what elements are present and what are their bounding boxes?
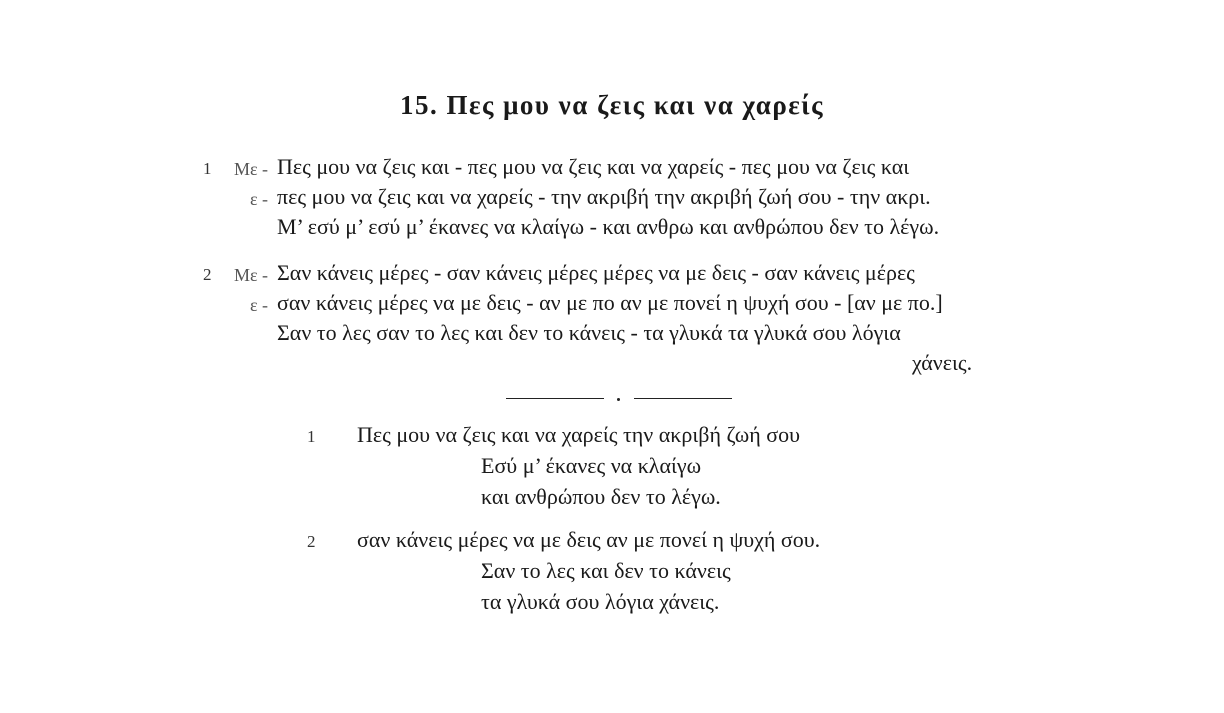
stanza-line: Σαν το λες σαν το λες και δεν το κάνεις - τα γλυκά τα γλυκά σου λόγια bbox=[277, 320, 901, 345]
stanza-line: σαν κάνεις μέρες να με δεις - αν με πο αν με πονεί η ψυχή σου - [αν με πο.] bbox=[277, 290, 943, 315]
voice-label: Με - bbox=[233, 265, 268, 285]
stanza-number: 2 bbox=[203, 265, 212, 284]
voice-label: ε - bbox=[249, 295, 268, 315]
divider-rule bbox=[634, 398, 732, 399]
divider-dot bbox=[617, 398, 620, 401]
stanza-number: 1 bbox=[203, 159, 212, 178]
stanza-line: χάνεις. bbox=[912, 350, 973, 375]
verse-line: Πες μου να ζεις και να χαρείς την ακριβή ζωή σου bbox=[357, 422, 800, 447]
stanza-line: Σαν κάνεις μέρες - σαν κάνεις μέρες μέρες να με δεις - σαν κάνεις μέρες bbox=[277, 260, 915, 285]
song-title: 15. Πες μου να ζεις και να χαρείς bbox=[399, 90, 825, 120]
verse-number: 2 bbox=[307, 532, 316, 551]
divider-rule bbox=[506, 398, 604, 399]
section-divider bbox=[506, 383, 732, 407]
verse-line: Εσύ μ’ έκανες να κλαίγω bbox=[481, 453, 702, 478]
voice-label: ε - bbox=[249, 189, 268, 209]
stanza-line: Μ’ εσύ μ’ εσύ μ’ έκανες να κλαίγω - και ανθρω και ανθρώπου δεν το λέγω. bbox=[277, 214, 940, 239]
verse-line: και ανθρώπου δεν το λέγω. bbox=[481, 484, 721, 509]
verse-line: Σαν το λες και δεν το κάνεις bbox=[481, 558, 731, 583]
stanza-line: πες μου να ζεις και να χαρείς - την ακριβή την ακριβή ζωή σου - την ακρι. bbox=[277, 184, 931, 209]
verse-line: τα γλυκά σου λόγια χάνεις. bbox=[481, 589, 720, 614]
verse-line: σαν κάνεις μέρες να με δεις αν με πονεί η ψυχή σου. bbox=[357, 527, 821, 552]
stanza-line: Πες μου να ζεις και - πες μου να ζεις και να χαρείς - πες μου να ζεις και bbox=[277, 154, 910, 179]
verse-number: 1 bbox=[307, 427, 316, 446]
voice-label: Με - bbox=[233, 159, 268, 179]
